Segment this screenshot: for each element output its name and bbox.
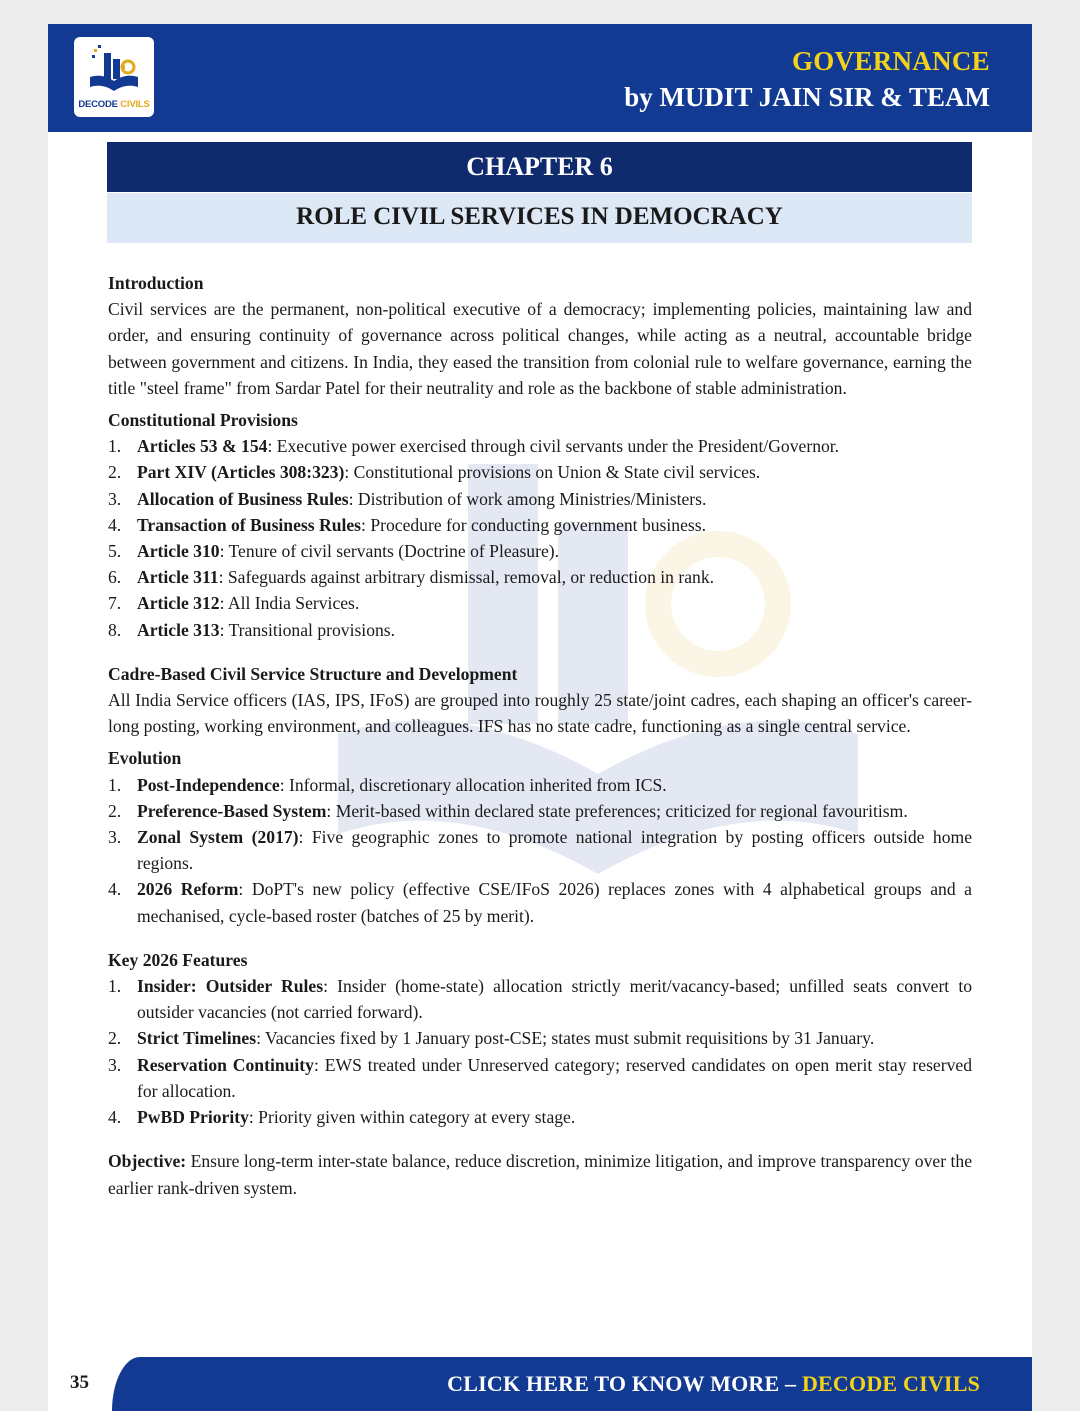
list-item: 1. Articles 53 & 154: Executive power exercised through civil servants under the President/Governor. — [108, 436, 840, 457]
objective-text: Objective: Ensure long-term inter-state balance, reduce discretion, minimize litigation, and improve transparency over the earlier rank-driven system. — [108, 1151, 972, 1198]
list-item: 6. Article 311: Safeguards against arbitrary dismissal, removal, or reduction in rank. — [108, 567, 715, 588]
footer-cta-bar[interactable] — [112, 1357, 1032, 1411]
objective-label: Objective: — [108, 1151, 187, 1172]
evolution-heading: Evolution — [108, 748, 182, 769]
introduction-text: Civil services are the permanent, non-political executive of a democracy; implementing policies, maintaining law and order, and ensuring continuity of governance across political changes, while acting as a neutral, accountable bridge between government and citizens. In India, they eased the transition from colonial rule to welfare governance, earning the title "steel frame" from Sardar Patel for their neutrality and role as the backbone of stable administration. — [108, 299, 972, 398]
chapter-title: ROLE CIVIL SERVICES IN DEMOCRACY — [107, 193, 972, 243]
list-item: 1. Post-Independence: Informal, discretionary allocation inherited from ICS. — [108, 774, 667, 795]
header-title: GOVERNANCE — [791, 46, 990, 76]
document-page — [48, 24, 1032, 1411]
list-item: 4. 2026 Reform: DoPT's new policy (effective CSE/IFoS 2026) replaces zones with 4 alphabetical groups and a mechanised, cycle-based roster (batches of 25 by merit). — [108, 879, 972, 926]
list-item: 5. Article 310: Tenure of civil servants (Doctrine of Pleasure). — [108, 541, 560, 562]
constitutional-list — [108, 433, 972, 643]
list-item: 2. Part XIV (Articles 308:323): Constitutional provisions on Union & State civil services. — [108, 462, 761, 483]
main-content — [108, 270, 972, 1201]
list-item: 4. PwBD Priority: Priority given within category at every stage. — [108, 1107, 576, 1128]
page-header — [48, 24, 1032, 132]
features-list — [108, 973, 972, 1130]
list-item: 3. Zonal System (2017): Five geographic zones to promote national integration by posting officers outside home regions. — [108, 827, 972, 874]
introduction-heading: Introduction — [108, 273, 204, 293]
logo-text: DECODE CIVILS — [78, 99, 150, 110]
header-subtitle: by MUDIT JAIN SIR & TEAM — [624, 82, 990, 112]
features-heading: Key 2026 Features — [108, 949, 248, 970]
list-item: 8. Article 313: Transitional provisions. — [108, 619, 396, 640]
list-item: 1. Insider: Outsider Rules: Insider (home-state) allocation strictly merit/vacancy-based; unfilled seats convert to outsider vacancies (not carried forward). — [108, 976, 973, 1023]
evolution-list — [108, 772, 972, 929]
list-item: 2. Strict Timelines: Vacancies fixed by 1 January post-CSE; states must submit requisitions by 31 January. — [108, 1028, 875, 1049]
list-item: 3. Reservation Continuity: EWS treated under Unreserved category; reserved candidates on open merit stay reserved for allocation. — [108, 1054, 973, 1101]
list-item: 4. Transaction of Business Rules: Procedure for conducting government business. — [108, 514, 706, 535]
cadre-text: All India Service officers (IAS, IPS, IFoS) are grouped into roughly 25 state/joint cadres, each shaping an officer's career-long posting, working environment, and colleagues. IFS has no state cadre, functioning as a single central service. — [108, 690, 972, 737]
footer-cta-link[interactable]: CLICK HERE TO KNOW MORE – DECODE CIVILS — [447, 1371, 980, 1396]
constitutional-heading: Constitutional Provisions — [108, 410, 298, 431]
list-item: 7. Article 312: All India Services. — [108, 593, 360, 614]
page-number: 35 — [70, 1372, 89, 1393]
list-item: 2. Preference-Based System: Merit-based within declared state preferences; criticized for regional favouritism. — [108, 800, 908, 821]
chapter-number: CHAPTER 6 — [107, 142, 972, 192]
list-item: 3. Allocation of Business Rules: Distribution of work among Ministries/Ministers. — [108, 488, 707, 509]
cadre-heading: Cadre-Based Civil Service Structure and Development — [108, 663, 518, 684]
logo — [74, 37, 154, 117]
book-logo-icon — [86, 43, 142, 97]
